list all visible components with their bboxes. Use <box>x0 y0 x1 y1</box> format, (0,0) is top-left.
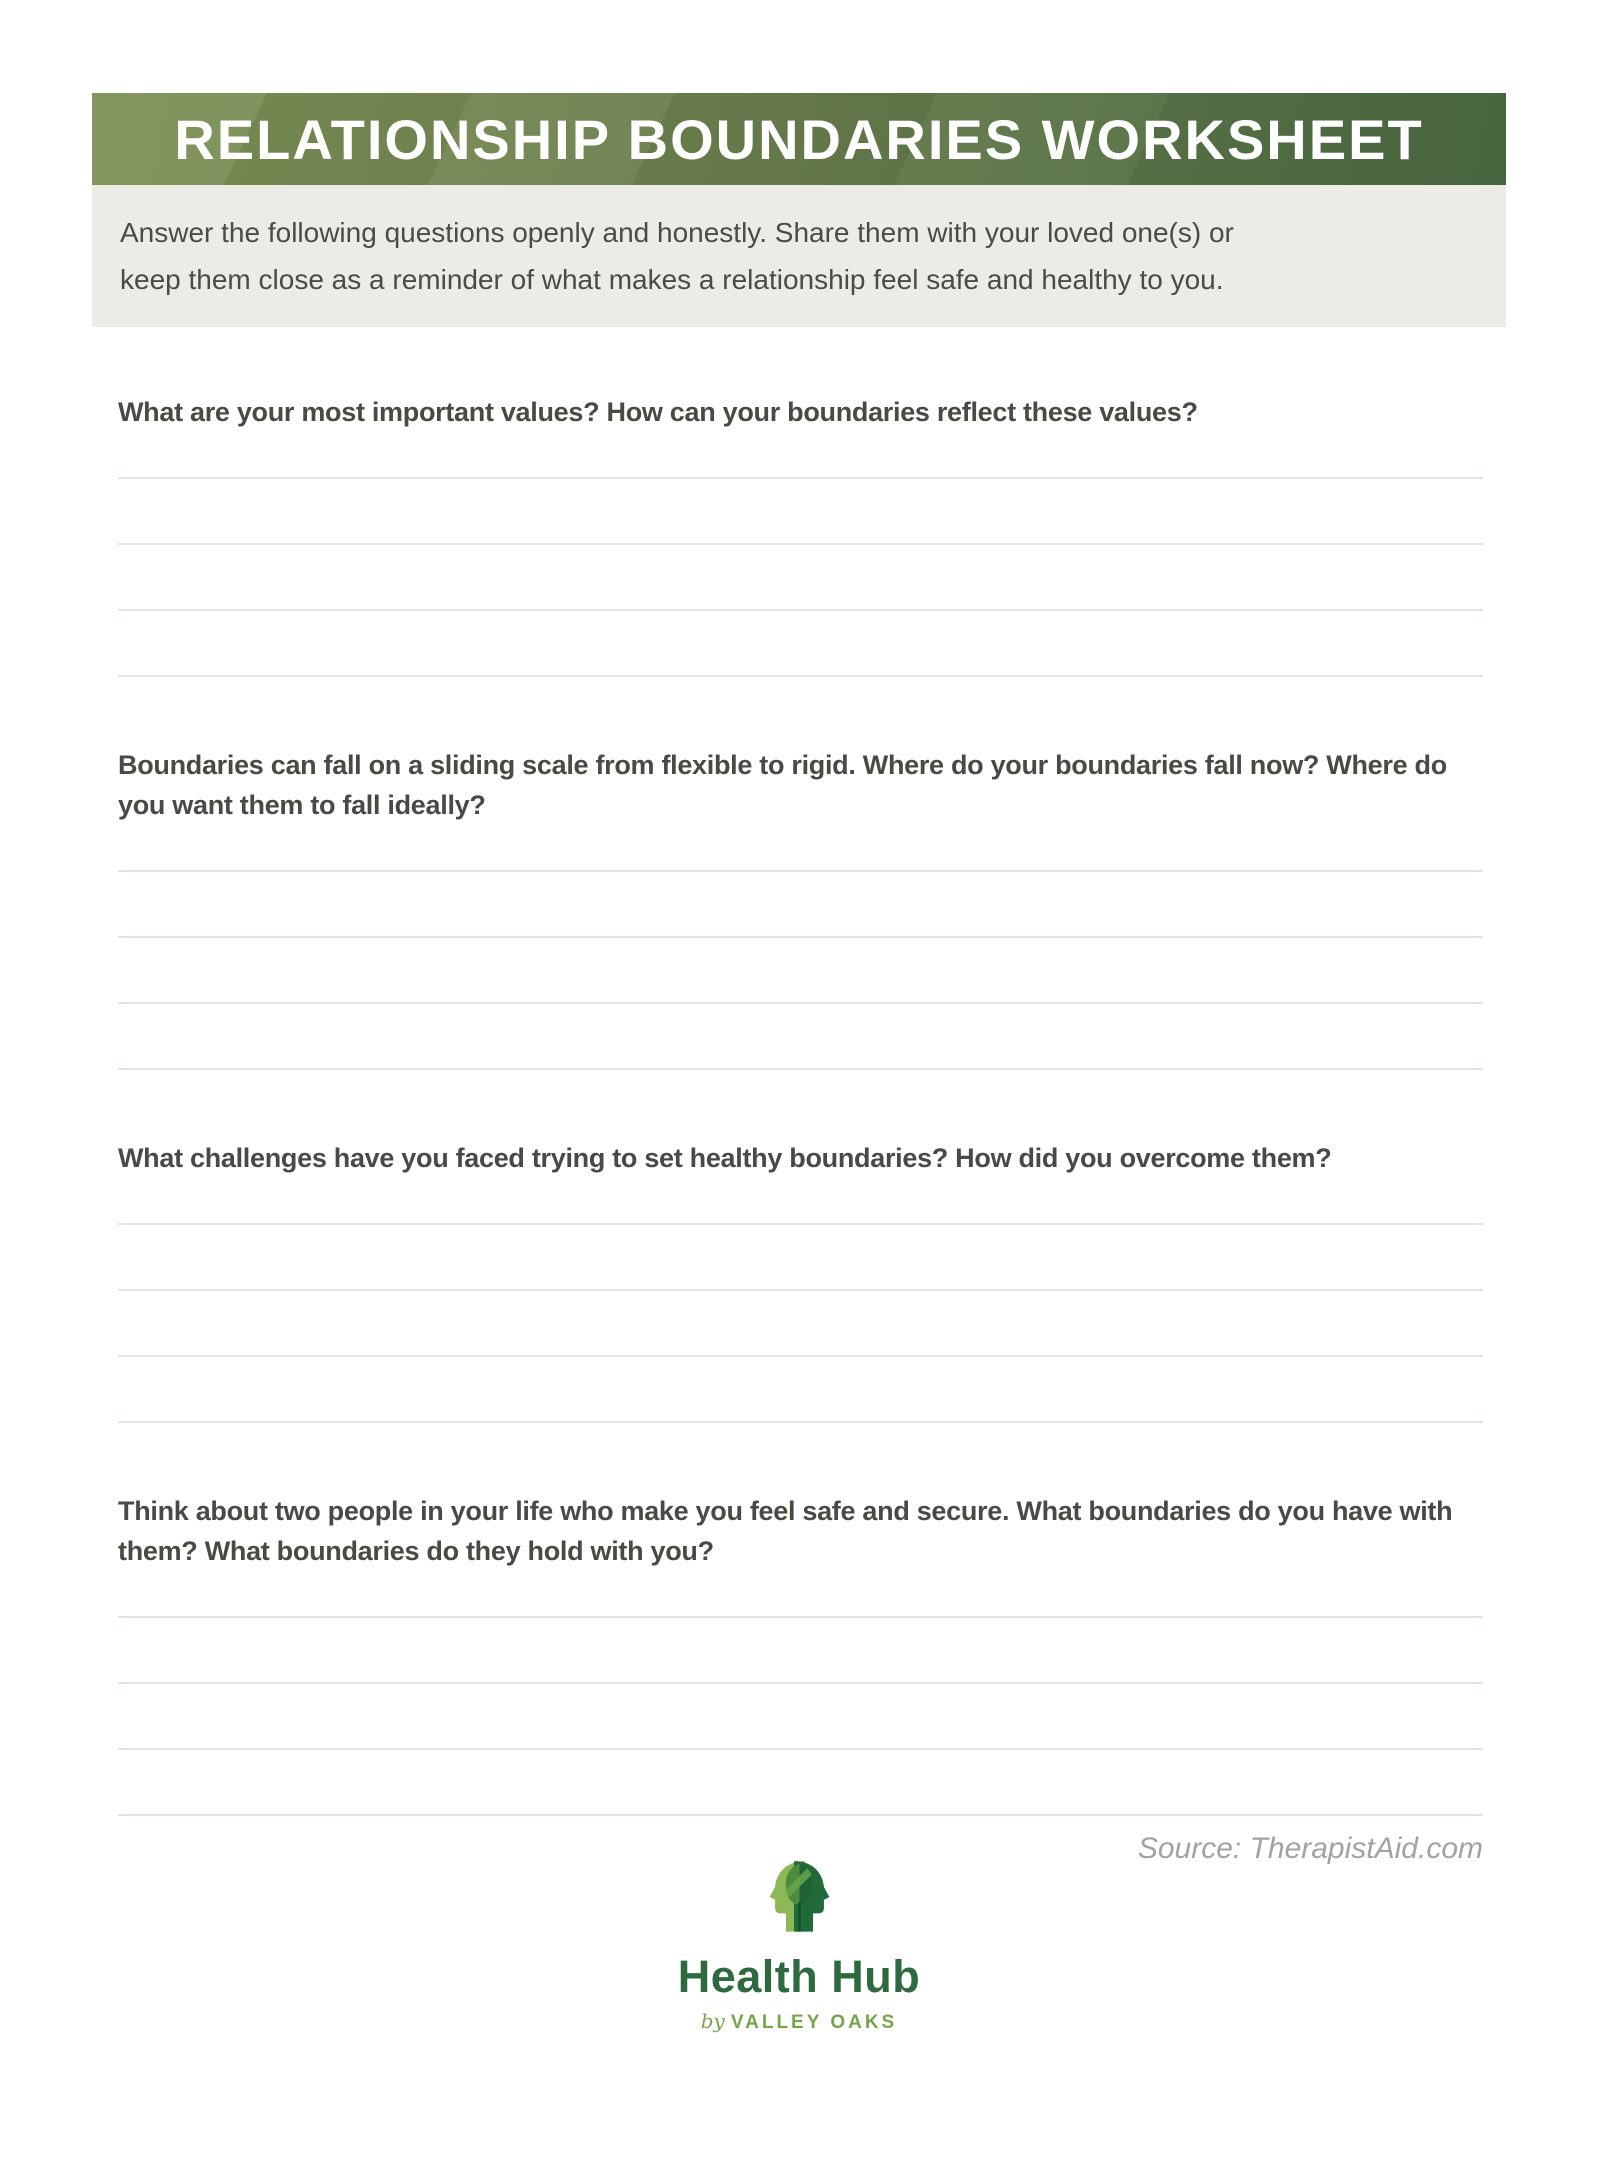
answer-line <box>118 611 1483 677</box>
answer-line <box>118 938 1483 1004</box>
logo-wordmark: Health Hub <box>677 1951 921 2002</box>
answer-line <box>118 1618 1483 1684</box>
question-4-text: Think about two people in your life who make you feel safe and secure. What boundaries do you have with them? What boundaries do they hold with you? <box>118 1496 1453 1566</box>
answer-line <box>118 479 1483 545</box>
worksheet-title-banner <box>92 93 1506 185</box>
question-2-answer-area <box>118 806 1483 1070</box>
health-hub-logo <box>0 1854 1598 2034</box>
question-block-1 <box>118 392 1483 677</box>
question-3-answer-area <box>118 1159 1483 1423</box>
logo-byline <box>0 2009 1598 2034</box>
answer-line <box>118 1750 1483 1816</box>
answer-line <box>118 1291 1483 1357</box>
answer-line <box>118 1357 1483 1423</box>
page-title: RELATIONSHIP BOUNDARIES WORKSHEET <box>174 107 1424 171</box>
question-3-text: What challenges have you faced trying to set healthy boundaries? How did you overcome them? <box>118 1143 1332 1173</box>
question-block-2 <box>118 745 1483 1070</box>
question-1-answer-area <box>118 413 1483 677</box>
question-4-answer-area <box>118 1552 1483 1816</box>
logo-byline-org: VALLEY OAKS <box>730 2012 898 2033</box>
intro-line-2: keep them close as a reminder of what makes a relationship feel safe and healthy to you. <box>120 264 1224 295</box>
answer-line <box>118 872 1483 938</box>
answer-line <box>118 1684 1483 1750</box>
question-1-text: What are your most important values? How can your boundaries reflect these values? <box>118 397 1198 427</box>
two-heads-with-leaf-icon <box>752 1854 847 1941</box>
source-attribution: Source: TherapistAid.com <box>1137 1832 1483 1865</box>
question-block-4 <box>118 1491 1483 1816</box>
question-2-text: Boundaries can fall on a sliding scale from flexible to rigid. Where do your boundaries fall now? Where do you want them to fall ideally? <box>118 750 1447 820</box>
answer-line <box>118 1225 1483 1291</box>
logo-byline-prefix: by <box>700 2009 725 2033</box>
answer-line <box>118 1004 1483 1070</box>
question-block-3 <box>118 1138 1483 1423</box>
worksheet-body <box>118 392 1483 1866</box>
intro-line-1: Answer the following questions openly and honestly. Share them with your loved one(s) or <box>120 217 1234 248</box>
intro-instructions <box>92 185 1506 327</box>
answer-line <box>118 545 1483 611</box>
